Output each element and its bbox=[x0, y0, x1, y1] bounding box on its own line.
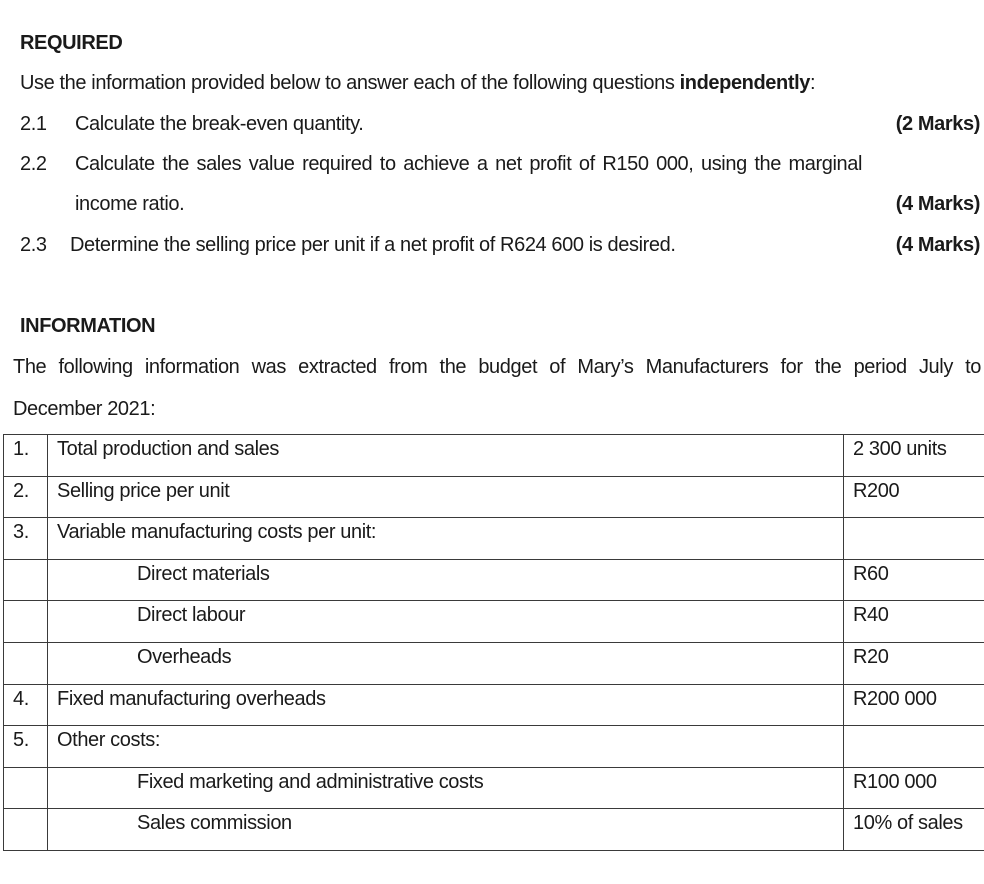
row-label-text: Other costs: bbox=[57, 729, 161, 752]
row-label bbox=[48, 435, 844, 477]
table-row bbox=[4, 726, 984, 768]
row-value: R200 bbox=[844, 476, 984, 518]
row-number bbox=[4, 642, 48, 684]
question-2-2-marks: (4 Marks) bbox=[895, 193, 980, 215]
row-label bbox=[48, 476, 844, 518]
question-2-2-number: 2.2 bbox=[20, 153, 47, 175]
table-row bbox=[4, 767, 984, 809]
row-value: R200 000 bbox=[844, 684, 984, 726]
row-number: 2. bbox=[4, 476, 48, 518]
row-value: R20 bbox=[844, 642, 984, 684]
table-row bbox=[4, 809, 984, 851]
required-heading: REQUIRED bbox=[20, 32, 123, 54]
question-2-2-text-line2: income ratio. bbox=[75, 193, 185, 215]
row-label-text: Direct labour bbox=[137, 604, 246, 627]
row-value: 2 300 units bbox=[844, 435, 984, 477]
row-label bbox=[48, 642, 844, 684]
row-number bbox=[4, 809, 48, 851]
question-2-3-text: Determine the selling price per unit if a net profit of R624 600 is desired. bbox=[70, 234, 676, 256]
row-value: R40 bbox=[844, 601, 984, 643]
row-label bbox=[48, 684, 844, 726]
required-intro-bold: independently bbox=[679, 72, 810, 94]
question-2-2-text-line1: Calculate the sales value required to achieve a net profit of R150 000, using the marginal bbox=[75, 153, 862, 175]
row-label-text: Variable manufacturing costs per unit: bbox=[57, 521, 377, 544]
table-row bbox=[4, 559, 984, 601]
row-label-text: Direct materials bbox=[137, 562, 270, 585]
row-value bbox=[844, 726, 984, 768]
row-label bbox=[48, 601, 844, 643]
table-row bbox=[4, 435, 984, 477]
row-label-text: Selling price per unit bbox=[57, 479, 230, 502]
row-number bbox=[4, 767, 48, 809]
row-number bbox=[4, 601, 48, 643]
row-number: 1. bbox=[4, 435, 48, 477]
question-2-3-number: 2.3 bbox=[20, 234, 47, 256]
row-label-text: Sales commission bbox=[137, 812, 292, 835]
table-row bbox=[4, 518, 984, 560]
row-label bbox=[48, 518, 844, 560]
information-intro-line1: The following information was extracted from the budget of Mary’s Manufacturers for the period July to bbox=[13, 356, 981, 378]
row-value: 10% of sales bbox=[844, 809, 984, 851]
information-intro-line2: December 2021: bbox=[13, 398, 156, 420]
required-intro bbox=[20, 71, 815, 95]
row-number: 5. bbox=[4, 726, 48, 768]
row-label bbox=[48, 726, 844, 768]
table-row bbox=[4, 476, 984, 518]
information-heading: INFORMATION bbox=[20, 315, 156, 337]
table-row bbox=[4, 642, 984, 684]
required-intro-prefix: Use the information provided below to answer each of the following questions bbox=[20, 72, 680, 94]
question-2-1-text: Calculate the break-even quantity. bbox=[75, 113, 364, 135]
row-label-text: Overheads bbox=[137, 645, 232, 668]
row-label bbox=[48, 809, 844, 851]
row-label bbox=[48, 559, 844, 601]
row-value: R100 000 bbox=[844, 767, 984, 809]
row-number: 4. bbox=[4, 684, 48, 726]
row-label bbox=[48, 767, 844, 809]
budget-table bbox=[3, 434, 984, 851]
question-2-1-marks: (2 Marks) bbox=[895, 113, 980, 135]
row-value: R60 bbox=[844, 559, 984, 601]
row-label-text: Fixed manufacturing overheads bbox=[57, 687, 326, 710]
table-row bbox=[4, 684, 984, 726]
table-row bbox=[4, 601, 984, 643]
row-value bbox=[844, 518, 984, 560]
required-intro-suffix: : bbox=[809, 72, 816, 94]
row-label-text: Fixed marketing and administrative costs bbox=[137, 770, 484, 793]
row-number bbox=[4, 559, 48, 601]
question-2-1-number: 2.1 bbox=[20, 113, 47, 135]
row-label-text: Total production and sales bbox=[57, 438, 279, 460]
row-number: 3. bbox=[4, 518, 48, 560]
question-2-3-marks: (4 Marks) bbox=[895, 234, 980, 256]
